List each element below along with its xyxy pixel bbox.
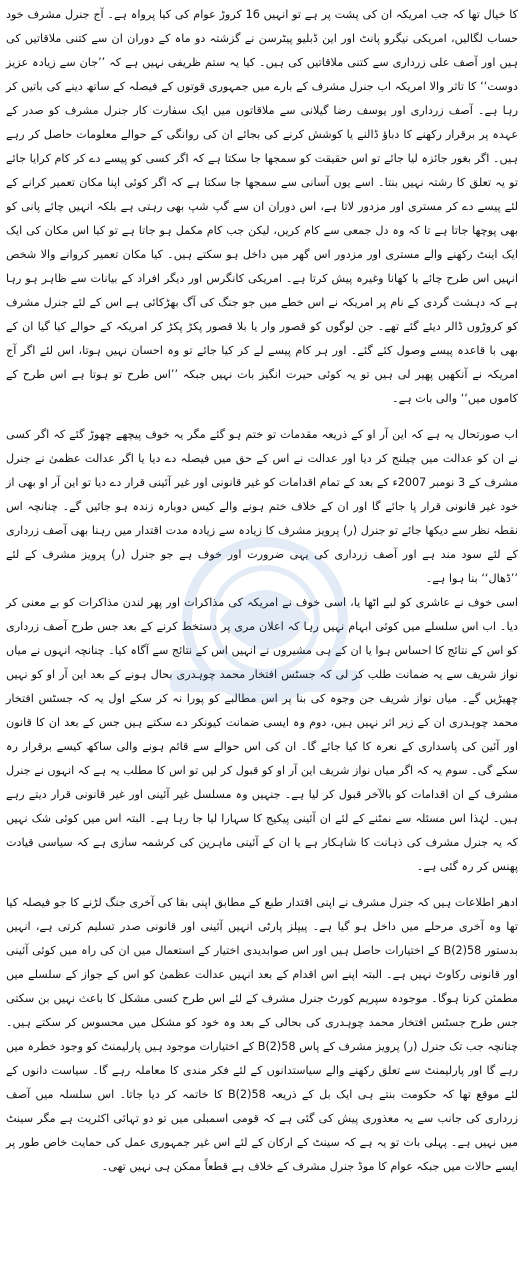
paragraph-gap [6, 879, 518, 891]
paragraph-gap [6, 411, 518, 423]
article-paragraph-3: اسی خوف نے عاشری کو لبے اٹھا یا، اسی خوف نے امریکہ کی مذاکرات اور پھر لندن مذاکرات کو بے معنی کر دیا۔ اب اس سلسلے میں کوئی ابہام نہیں رہا کہ اعلان مری پر دستخط کرنے کے بعد جس طرح آصف زرداری کو اس کے نتائج کا احساس ہوا یا ان کے ہی مشیروں نے انہیں اس کے نتائج سے آگاہ کیا۔ چنانچہ انہوں نے میاں نواز شریف سے یہ ضمانت طلب کر لی کہ جسٹس افتخار محمد چوہدری بحال ہونے کے بعد این آر او کو نہیں چھیڑیں گے۔ میاں نواز شریف جن وجوہ کی بنا پر اس مطالبے کو پورا نہ کر سکے اول یہ کہ جسٹس افتخار محمد چوہدری ان کے زیر اثر نہیں ہیں، دوم وہ ایسی ضمانت کیونکر دے سکتے ہیں جس کے بعد ان کا قانون اور آئین کی پاسداری کے نعرہ کا کیا جائے گا۔ ان کی اس حوالے سے قائم ہونے والی ساکھ کیسے برقرار رہ سکے گی۔ سوم یہ کہ اگر میاں نواز شریف این آر او کو قبول کر لیں تو اس کا مطلب یہ ہے کہ انہوں نے جنرل مشرف کے ان اقدامات کو بالآخر قبول کر لیا ہے۔ جنہیں وہ مسلسل غیر آئینی اور غیر قانونی قرار دیتے رہے ہیں۔ لہٰذا اس مسئلہ سے نمٹنے کے لئے ان آئینی پیکیج کا سہارا لیا جا رہا ہے۔ البتہ اس میں کوئی شک نہیں کہ یہ جنرل مشرف کی ذہانت کا شاہکار ہے یا ان کے آئینی ماہرین کی کرشمہ سازی ہے کہ سیاسی قیادت پھنس کر رہ گئی ہے۔ [5, 596, 518, 873]
article-paragraph-4: ادھر اطلاعات ہیں کہ جنرل مشرف نے اپنی اقتدار طبع کے مطابق اپنی بقا کی آخری جنگ لڑنے کا جو فیصلہ کیا تھا وہ آخری مرحلے میں داخل ہو گیا ہے۔ پیپلز پارٹی انہیں آئینی اور قانونی صدر تسلیم کرتی ہے، انہیں بدستور B(2)58 کے اختیارات حاصل ہیں اور اس صوابدیدی اختیار کے استعمال میں ان کی راہ میں کوئی آئینی اور قانونی رکاوٹ نہیں ہے۔ البتہ اپنے اس اقدام کے بعد انہیں عدالت عظمیٰ کو اس کے جواز کے سلسلے میں مطمئن کرنا ہوگا۔ موجودہ سپریم کورٹ جنرل مشرف کے لئے اس طرح کسی مشکل کا باعث نہیں بن سکتی جس طرح جسٹس افتخار محمد چوہدری کی بحالی کے بعد وہ خود کو مشکل میں محسوس کر سکتے ہیں۔ چنانچہ جب تک جنرل (ر) پرویز مشرف کے پاس B(2)58 کے اختیارات موجود ہیں پارلیمنٹ کو وجود خطرہ میں رہے گا اور پارلیمنٹ سے تعلق رکھنے والے سیاستدانوں کے لئے فکر مندی کا معاملہ رہے گا۔ سیاست دانوں کے لئے موقع تھا کہ حکومت بنتے ہی ایک بل کے ذریعہ B(2)58 کا خاتمہ کر دیا جاتا۔ اس سلسلہ میں آصف زرداری کی جانب سے یہ معذوری پیش کی گئی ہے کہ قومی اسمبلی میں تو دو تہائی اکثریت ہے مگر سینٹ میں نہیں ہے۔ پہلی بات تو یہ ہے کہ سینٹ کے ارکان کے لئے اس غیر جمہوری عمل کی حمایت خاص طور پر ایسے حالات میں جبکہ عوام کا موڈ جنرل مشرف کے خلاف ہے قطعاً ممکن ہی نہیں تھی۔ [6, 896, 518, 1173]
article-paragraph-2: اب صورتحال یہ ہے کہ این آر او کے ذریعہ مقدمات تو ختم ہو گئے مگر یہ خوف پیچھے چھوڑ گئے کہ اگر کسی نے ان کو عدالت میں چیلنج کر دیا اور عدالت نے اس کے حق میں فیصلہ دے دیا یا اگر عدالت عظمیٰ نے جنرل مشرف کے 3 نومبر 2007ء کے بعد کے تمام اقدامات کو غیر قانونی اور غیر آئینی قرار دے دیا تو این آر او بھی از خود غیر قانونی قرار پا جائے گا اور ان کے خلاف ختم ہونے والے کیس دوبارہ زندہ ہو جائیں گے۔ چنانچہ اس نقطہ نظر سے دیکھا جائے تو جنرل (ر) پرویز مشرف کا زیادہ سے زیادہ مدت اقتدار میں رہنا بھی آصف زرداری کے لئے سود مند ہے اور آصف زرداری کی یہی ضرورت اور خوف ہے جو جنرل (ر) پرویز مشرف کے لئے ’’ڈھال‘‘ بنا ہوا ہے۔ [6, 428, 518, 585]
article-paragraph-1: کا خیال تھا کہ جب امریکہ ان کی پشت پر ہے تو انہیں 16 کروڑ عوام کی کیا پرواہ ہے۔ آج جنرل مشرف خود حساب لگالیں، امریکی نیگرو پانٹ اور این ڈبلیو پیٹرسن نے گزشتہ دو ماہ کے دوران ان سے کتنی ملاقاتیں کی ہیں اور آصف علی زرداری سے کتنی ملاقاتیں کی ہیں۔ کیا یہ ستم ظریفی نہیں ہے کہ ’’جان سے زیادہ عزیز دوست‘‘ کا تاثر والا امریکہ اب جنرل مشرف کے بارے میں جمہوری قوتوں کے فیصلہ کے ساتھ دینے کی باتیں کر رہا ہے۔ آصف زرداری اور یوسف رضا گیلانی سے ملاقاتوں میں ایک سفارت کار جنرل مشرف کو صدر کے عہدہ پر برقرار رکھنے کا دباؤ ڈالنے یا کوشش کرنے کی بجائے ان کی روانگی کے حوالے معلومات حاصل کر رہے ہیں۔ اگر بغور جائزہ لیا جائے تو اس حقیقت کو سمجھا جا سکتا ہے کہ اگر کسی کو پیسے دے کر کام کرایا جائے تو یہ تعلق کا رشتہ نہیں بنتا۔ اسے یوں آسانی سے سمجھا جا سکتا ہے کہ اگر کوئی اپنا مکان تعمیر کرانے کے لئے پیسے دے کر مستری اور مزدور لاتا ہے، اس دوران ان سے گپ شپ بھی رہتی ہے بلکہ انہیں چائے پانی کو بھی پوچھا جاتا ہے تا کہ وہ دل جمعی سے کام کریں، لیکن جب کام مکمل ہو جاتا ہے تو کیا اس مکان کی ایک ایک اینٹ رکھنے والے مستری اور مزدور اس گھر میں داخل ہو سکتے ہیں۔ کیا مکان تعمیر کروانے والا شخص انہیں اس طرح چائے یا کھانا وغیرہ پیش کرتا ہے۔ امریکی کانگرس اور دیگر افراد کے بیانات سے ظاہر ہو رہا ہے کہ دہشت گردی کے نام پر امریکہ نے اس خطے میں جو جنگ کی آگ بھڑکائی ہے اس کے لئے جنرل مشرف کو کروڑوں ڈالر دیئے گئے تھے۔ جن لوگوں کو قصور وار یا بلا قصور پکڑ پکڑ کر امریکہ کے حوالے کیا گیا ان کے بھی با قاعدہ پیسے وصول کئے گئے۔ اور ہر کام پیسے لے کر کیا جائے تو وہ احسان نہیں ہوتا، اس لئے اگر آج امریکہ نے آنکھیں پھیر لی ہیں تو یہ کوئی حیرت انگیز بات نہیں جبکہ ’’اس طرح تو ہوتا ہے اس طرح کے کاموں میں‘‘ والی بات ہے۔ [6, 8, 519, 405]
